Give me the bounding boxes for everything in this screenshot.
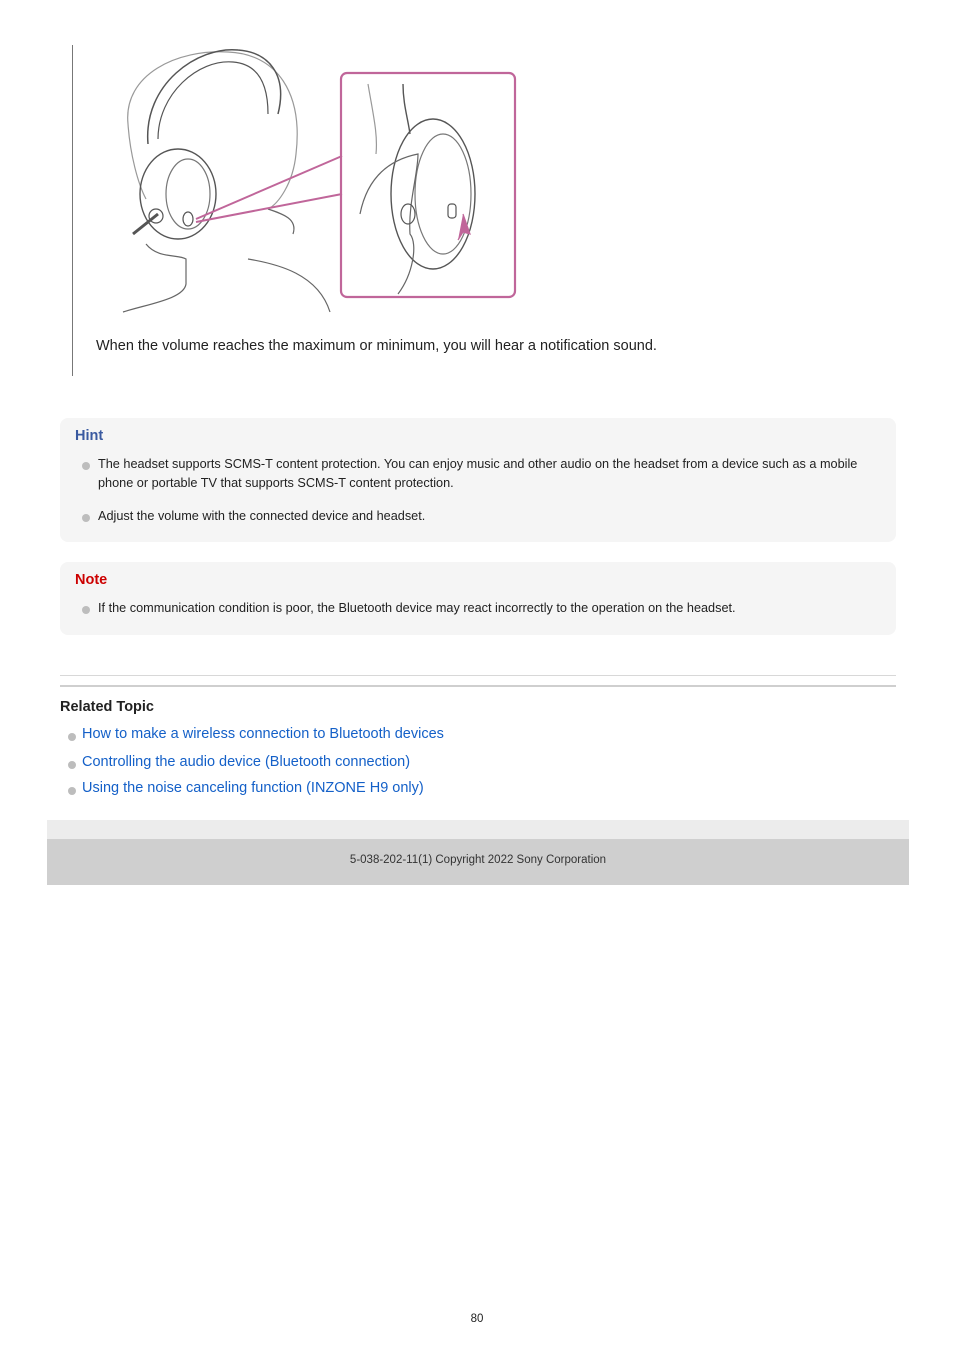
section-divider: [60, 685, 896, 687]
section-divider: [60, 675, 896, 676]
hint-item: The headset supports SCMS-T content protection. You can enjoy music and other audio on the headset from a device such as a mobile phone or portable TV that supports SCMS-T content protection.: [98, 457, 858, 490]
hint-item: Adjust the volume with the connected device and headset.: [98, 509, 426, 523]
bullet-icon: [68, 761, 76, 769]
footer: [47, 839, 909, 885]
bullet-icon: [68, 733, 76, 741]
step-description: When the volume reaches the maximum or minimum, you will hear a notification sound.: [96, 338, 657, 354]
related-link-noise-canceling[interactable]: Using the noise canceling function (INZONE H9 only): [82, 780, 424, 796]
footer-band: [47, 820, 909, 839]
bullet-icon: [82, 514, 90, 522]
bullet-icon: [68, 787, 76, 795]
copyright-text: 5-038-202-11(1) Copyright 2022 Sony Corporation: [349, 854, 607, 866]
related-link-wireless-connection[interactable]: How to make a wireless connection to Bluetooth devices: [82, 726, 444, 742]
headset-illustration: [118, 44, 520, 314]
step-indent-rule: [72, 45, 73, 376]
note-item: If the communication condition is poor, the Bluetooth device may react incorrectly to the operation on the headset.: [98, 601, 736, 615]
note-title: Note: [75, 572, 108, 588]
related-link-controlling-audio[interactable]: Controlling the audio device (Bluetooth connection): [82, 754, 411, 770]
note-box: [60, 562, 896, 635]
bullet-icon: [82, 462, 90, 470]
bullet-icon: [82, 606, 90, 614]
page-number: 80: [470, 1313, 484, 1325]
hint-box: [60, 418, 896, 542]
related-topic-title: Related Topic: [60, 699, 154, 715]
hint-title: Hint: [75, 428, 104, 444]
